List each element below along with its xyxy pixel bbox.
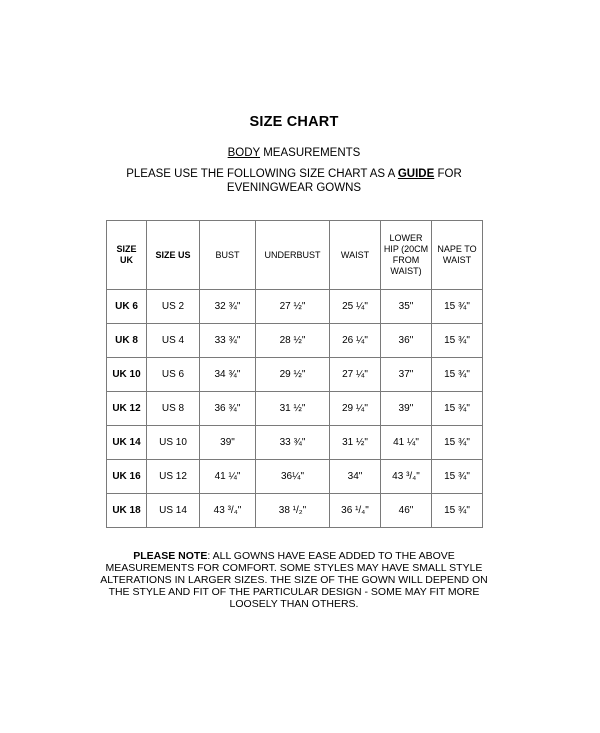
cell-size-us: US 4 <box>147 324 200 358</box>
cell-size-us: US 6 <box>147 358 200 392</box>
intro-text <box>0 167 588 195</box>
cell-size-uk: UK 12 <box>107 392 147 426</box>
cell-lower-hip: 35" <box>381 290 432 324</box>
cell-bust: 39" <box>200 426 256 460</box>
note-bold-label: PLEASE NOTE <box>133 550 208 562</box>
cell-size-us: US 14 <box>147 494 200 528</box>
cell-bust: 32 ¾" <box>200 290 256 324</box>
header-bust: BUST <box>200 221 256 290</box>
intro-guide-word: GUIDE <box>397 168 435 180</box>
table-row <box>107 358 483 392</box>
note-line-4: THE STYLE AND FIT OF THE PARTICULAR DESIGN - SOME MAY FIT MORE <box>108 586 480 598</box>
table-row <box>107 460 483 494</box>
note-line-1-rest: : ALL GOWNS HAVE EASE ADDED TO THE ABOVE <box>207 550 455 562</box>
note-line-1 <box>0 550 588 562</box>
page-title: SIZE CHART <box>249 114 339 130</box>
subtitle <box>0 147 588 159</box>
cell-lower-hip: 41 ¼" <box>381 426 432 460</box>
size-chart-table <box>106 220 483 528</box>
cell-nape-to-waist: 15 ¾" <box>432 426 483 460</box>
cell-lower-hip: 39'' <box>381 392 432 426</box>
cell-bust: 43 ³/₄" <box>200 494 256 528</box>
cell-waist: 34" <box>330 460 381 494</box>
table-row <box>107 324 483 358</box>
cell-nape-to-waist: 15 ¾" <box>432 358 483 392</box>
cell-waist: 27 ¼" <box>330 358 381 392</box>
header-lower-hip: LOWER HIP (20CM FROM WAIST) <box>381 221 432 290</box>
cell-bust: 36 ¾'' <box>200 392 256 426</box>
intro-line-2: EVENINGWEAR GOWNS <box>226 182 362 194</box>
cell-size-us: US 2 <box>147 290 200 324</box>
cell-nape-to-waist: 15 ¾" <box>432 494 483 528</box>
cell-underbust: 28 ½" <box>256 324 330 358</box>
subtitle-rest: MEASUREMENTS <box>260 147 361 159</box>
cell-size-uk: UK 16 <box>107 460 147 494</box>
cell-bust: 34 ¾'' <box>200 358 256 392</box>
cell-underbust: 36¼" <box>256 460 330 494</box>
table-header-row <box>107 221 483 290</box>
cell-nape-to-waist: 15 ¾" <box>432 460 483 494</box>
cell-underbust: 27 ½" <box>256 290 330 324</box>
header-size-us: SIZE US <box>147 221 200 290</box>
cell-waist: 31 ½" <box>330 426 381 460</box>
cell-size-uk: UK 8 <box>107 324 147 358</box>
intro-line-1-before: PLEASE USE THE FOLLOWING SIZE CHART AS A <box>126 168 398 180</box>
cell-nape-to-waist: 15 ¾" <box>432 324 483 358</box>
cell-size-us: US 8 <box>147 392 200 426</box>
cell-underbust: 31 ½" <box>256 392 330 426</box>
cell-underbust: 33 ¾" <box>256 426 330 460</box>
intro-line-1-after: FOR <box>434 168 462 180</box>
cell-lower-hip: 46" <box>381 494 432 528</box>
cell-size-us: US 10 <box>147 426 200 460</box>
header-size-uk: SIZE UK <box>107 221 147 290</box>
note-line-2: MEASUREMENTS FOR COMFORT. SOME STYLES MAY HAVE SMALL STYLE <box>105 562 483 574</box>
cell-waist: 36 ¹/₄" <box>330 494 381 528</box>
table-row <box>107 392 483 426</box>
cell-nape-to-waist: 15 ¾" <box>432 290 483 324</box>
note-line-5: LOOSELY THAN OTHERS. <box>229 598 359 610</box>
cell-size-uk: UK 6 <box>107 290 147 324</box>
cell-waist: 29 ¼'' <box>330 392 381 426</box>
header-waist: WAIST <box>330 221 381 290</box>
header-nape-to-waist: NAPE TO WAIST <box>432 221 483 290</box>
cell-lower-hip: 37" <box>381 358 432 392</box>
table-row <box>107 290 483 324</box>
cell-size-uk: UK 10 <box>107 358 147 392</box>
cell-bust: 41 ¼" <box>200 460 256 494</box>
cell-lower-hip: 36'' <box>381 324 432 358</box>
cell-underbust: 38 ¹/₂" <box>256 494 330 528</box>
cell-size-uk: UK 18 <box>107 494 147 528</box>
cell-waist: 25 ¼" <box>330 290 381 324</box>
cell-waist: 26 ¼" <box>330 324 381 358</box>
intro-line-1 <box>0 167 588 181</box>
cell-underbust: 29 ½" <box>256 358 330 392</box>
subtitle-underlined: BODY <box>227 147 261 159</box>
table-row <box>107 494 483 528</box>
please-note-text <box>0 550 588 610</box>
cell-nape-to-waist: 15 ¾" <box>432 392 483 426</box>
note-line-3: ALTERATIONS IN LARGER SIZES. THE SIZE OF THE GOWN WILL DEPEND ON <box>100 574 488 586</box>
table-row <box>107 426 483 460</box>
header-underbust: UNDERBUST <box>256 221 330 290</box>
cell-size-uk: UK 14 <box>107 426 147 460</box>
cell-size-us: US 12 <box>147 460 200 494</box>
cell-bust: 33 ¾" <box>200 324 256 358</box>
cell-lower-hip: 43 ³/₄" <box>381 460 432 494</box>
